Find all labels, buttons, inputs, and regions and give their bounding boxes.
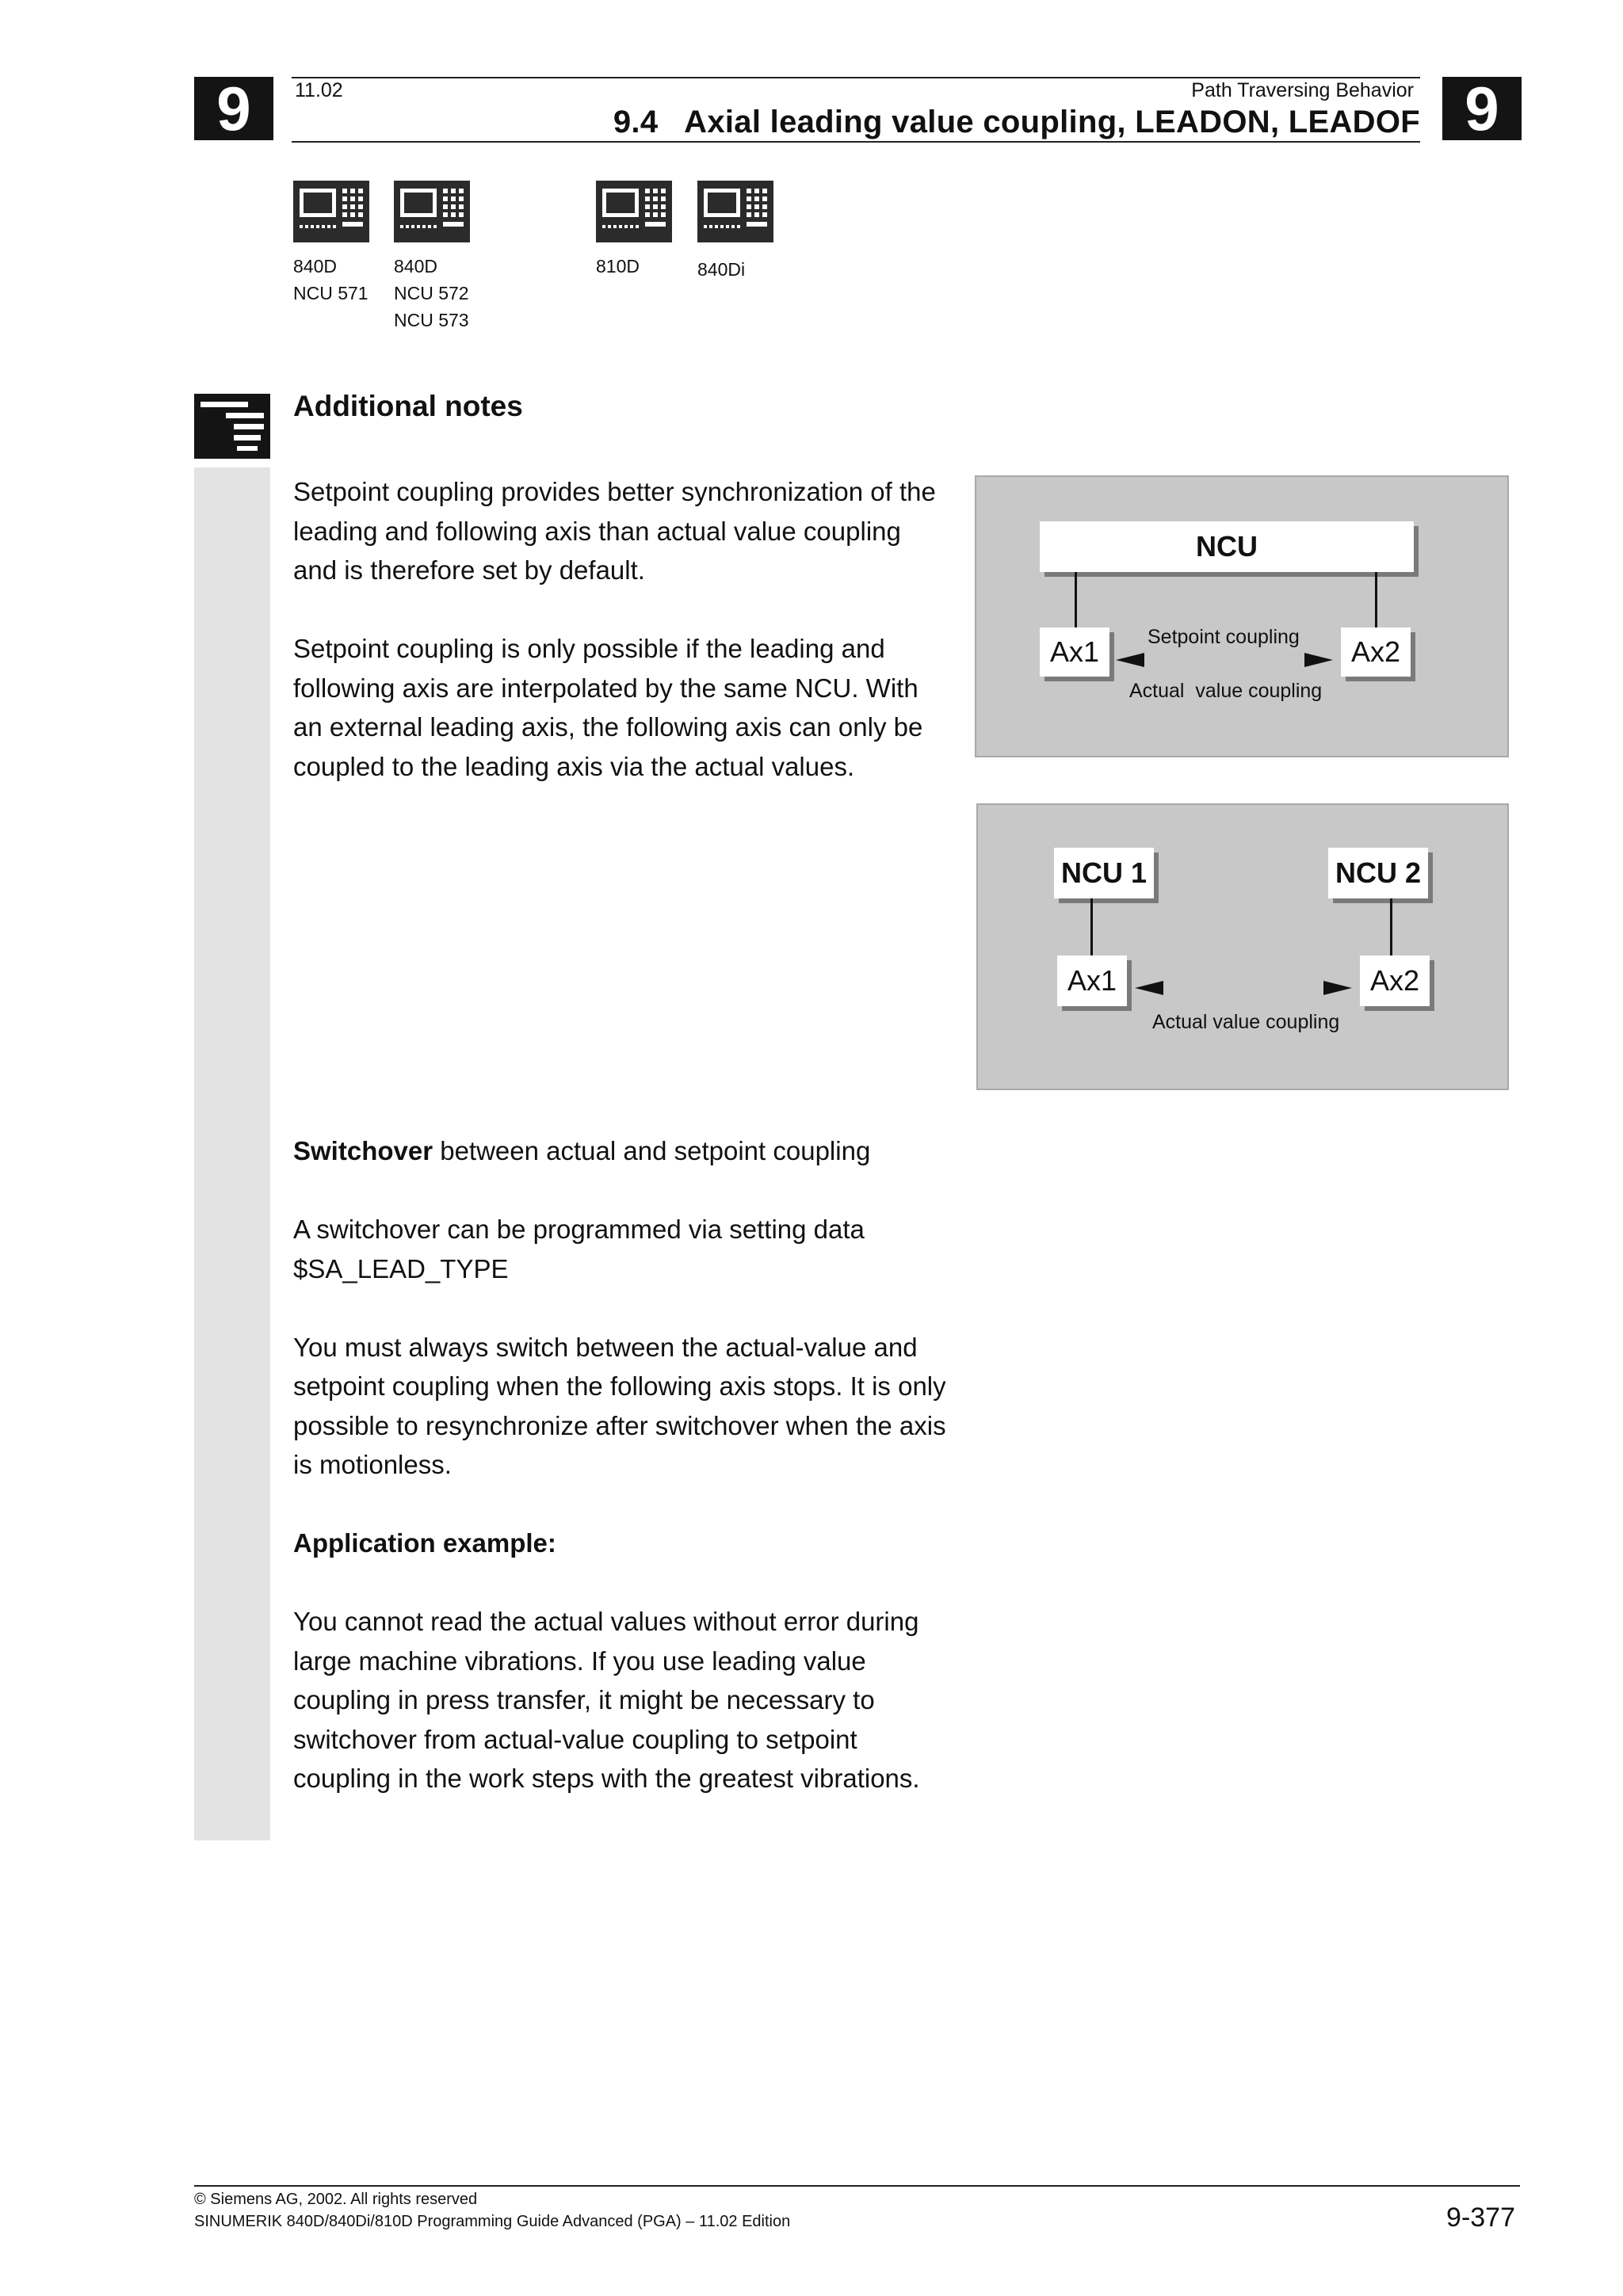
header-section: Path Traversing Behavior	[1191, 79, 1414, 101]
paragraph-switch-stop: You must always switch between the actual-value and setpoint coupling when the following axis stops. It is only possible to resynchronize after switchover when the axis is motionless.	[293, 1332, 946, 1479]
control-840d-ncu572	[394, 181, 470, 334]
ax1-box	[1040, 627, 1109, 677]
notes-body-bottom	[293, 1131, 951, 1837]
diagram-single-ncu	[975, 475, 1509, 757]
pointing-hand-icon	[194, 394, 270, 459]
paragraph-application: You cannot read the actual values without error during large machine vibrations. If you use leading value coupling in press transfer, it might be necessary to switchover from actual-value coupling to setpoint coupling in the work steps with the greatest vibrations.	[293, 1607, 920, 1793]
connector-line	[1090, 898, 1093, 955]
footer-text	[194, 2188, 790, 2233]
ax2-label: Ax2	[1369, 964, 1420, 997]
chapter-tab-left: 9	[194, 77, 273, 140]
control-label-3: NCU 573	[394, 310, 469, 330]
ax1-box	[1057, 955, 1127, 1006]
paragraph-switchover-heading	[293, 1131, 951, 1171]
ncu2-box	[1328, 848, 1428, 898]
switchover-bold: Switchover	[293, 1136, 433, 1165]
arrow-left-icon	[1116, 653, 1144, 667]
arrow-right-icon	[1323, 981, 1352, 995]
control-label-2: NCU 571	[293, 283, 369, 303]
control-label-1: 840Di	[697, 259, 746, 280]
control-panel-icon	[394, 181, 470, 242]
footer-rule	[194, 2185, 1520, 2187]
control-label-1: 840D	[394, 256, 437, 277]
control-840di	[697, 181, 773, 283]
arrow-right-icon	[1304, 653, 1333, 667]
switchover-rest: between actual and setpoint coupling	[433, 1136, 871, 1165]
chapter-tab-right: 9	[1442, 77, 1522, 140]
connector-line	[1075, 572, 1077, 627]
control-panel-icon	[697, 181, 773, 242]
actual-coupling-label: Actual value coupling	[1129, 680, 1323, 702]
section-heading: Additional notes	[293, 390, 523, 422]
header-top-rule	[292, 77, 1420, 78]
control-label-2: NCU 572	[394, 283, 469, 303]
ax2-label: Ax2	[1350, 635, 1401, 668]
control-label-1: 840D	[293, 256, 337, 277]
application-example-heading: Application example:	[293, 1528, 556, 1558]
notes-body-top	[293, 472, 951, 826]
ax1-label: Ax1	[1049, 635, 1100, 668]
ncu1-label: NCU 1	[1060, 856, 1148, 889]
ncu-box	[1040, 521, 1414, 572]
ax1-label: Ax1	[1067, 964, 1117, 997]
header-bottom-rule	[292, 141, 1420, 143]
setpoint-coupling-label: Setpoint coupling	[1148, 626, 1300, 648]
connector-line	[1390, 898, 1392, 955]
notes-side-bar	[194, 467, 270, 1840]
control-840d-ncu571	[293, 181, 369, 307]
actual-coupling-label: Actual value coupling	[1152, 1011, 1340, 1033]
footer-edition: SINUMERIK 840D/840Di/810D Programming Guide Advanced (PGA) – 11.02 Edition	[194, 2213, 791, 2230]
arrow-left-icon	[1135, 981, 1163, 995]
page-number: 9-377	[1446, 2203, 1515, 2233]
ax2-box	[1360, 955, 1430, 1006]
ncu2-label: NCU 2	[1335, 856, 1422, 889]
header-date: 11.02	[295, 79, 343, 101]
paragraph-setpoint-default: Setpoint coupling provides better synchronization of the leading and following axis than actual value coupling and is therefore set by default.	[293, 477, 936, 585]
control-810d	[596, 181, 672, 280]
ncu1-box	[1054, 848, 1154, 898]
page-title: 9.4 Axial leading value coupling, LEADON, LEADOF	[613, 105, 1420, 139]
control-label-1: 810D	[596, 256, 640, 277]
paragraph-same-ncu: Setpoint coupling is only possible if the leading and following axis are interpolated by the same NCU. With an external leading axis, the following axis can only be coupled to the leading axis via the actual values.	[293, 634, 923, 781]
ncu-label: NCU	[1196, 530, 1258, 563]
diagram-two-ncu	[976, 803, 1509, 1090]
control-panel-icon	[293, 181, 369, 242]
ax2-box	[1341, 627, 1411, 677]
connector-line	[1375, 572, 1377, 627]
paragraph-setting-data: A switchover can be programmed via setting data $SA_LEAD_TYPE	[293, 1215, 865, 1283]
footer-copyright: © Siemens AG, 2002. All rights reserved	[194, 2191, 478, 2208]
control-panel-icon	[596, 181, 672, 242]
